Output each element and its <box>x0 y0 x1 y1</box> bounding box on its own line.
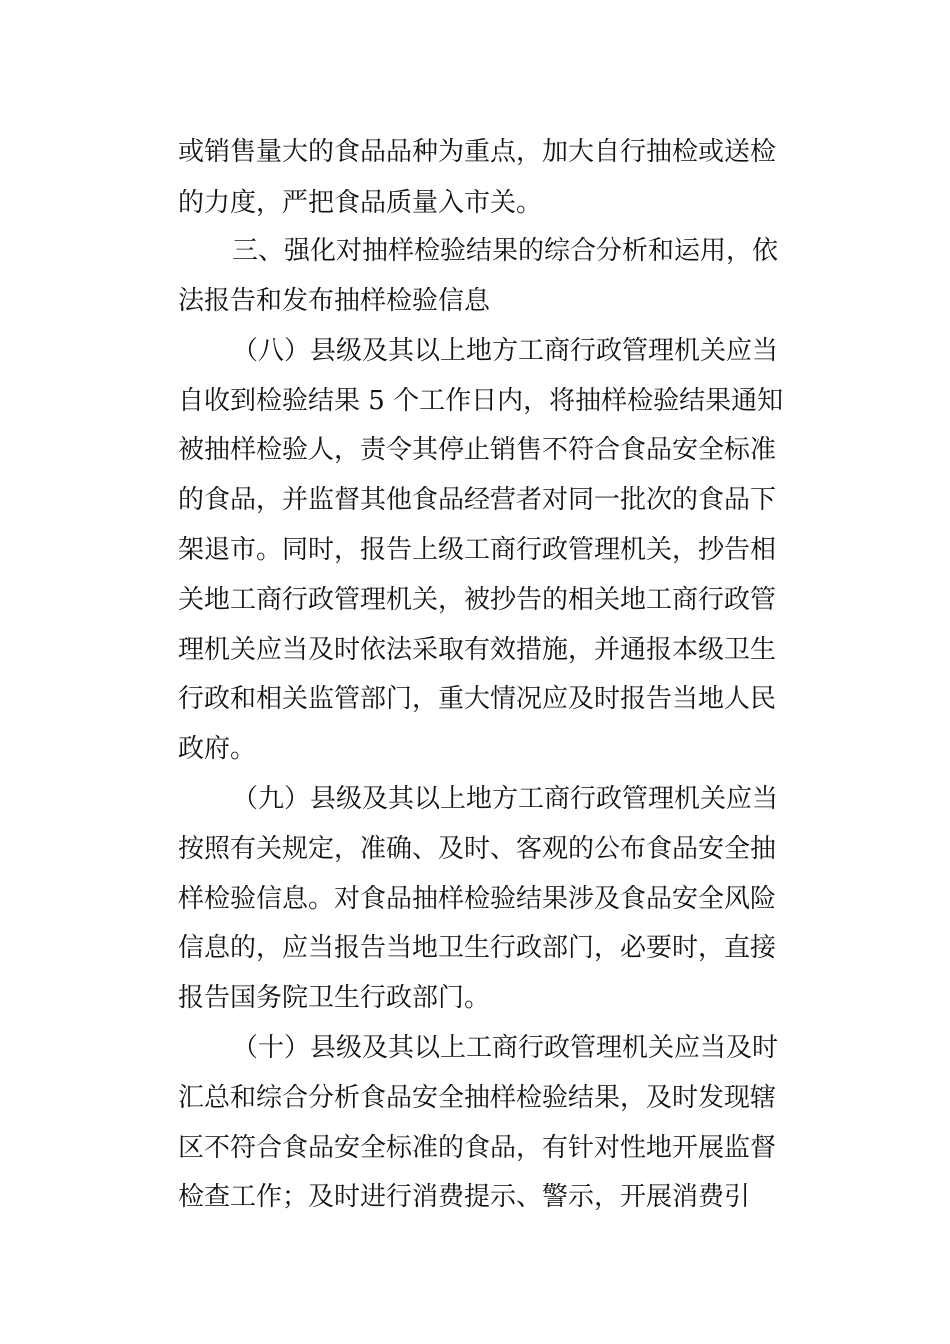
text-line: 按照有关规定，准确、及时、客观的公布食品安全抽 <box>178 834 777 864</box>
text-line: 的力度，严把食品质量入市关。 <box>178 188 543 218</box>
text-line: 区不符合食品安全标准的食品，有针对性地开展监督 <box>178 1133 777 1163</box>
text-line: 被抽样检验人，责令其停止销售不符合食品安全标准 <box>178 435 777 465</box>
text-line: 政府。 <box>178 734 257 764</box>
text-line: （九）县级及其以上地方工商行政管理机关应当 <box>232 784 779 814</box>
text-line: （八）县级及其以上地方工商行政管理机关应当 <box>232 336 779 366</box>
text-line: 行政和相关监管部门，重大情况应及时报告当地人民 <box>178 684 777 714</box>
text-line: 或销售量大的食品品种为重点，加大自行抽检或送检 <box>178 137 777 167</box>
text-line: 理机关应当及时依法采取有效措施，并通报本级卫生 <box>178 635 777 665</box>
section-heading-line: 法报告和发布抽样检验信息 <box>178 286 491 316</box>
text-line: 检查工作；及时进行消费提示、警示，开展消费引 <box>178 1182 751 1212</box>
section-heading-line: 三、强化对抽样检验结果的综合分析和运用，依 <box>232 236 779 266</box>
text-line: 信息的，应当报告当地卫生行政部门，必要时，直接 <box>178 933 777 963</box>
text-line: 汇总和综合分析食品安全抽样检验结果，及时发现辖 <box>178 1083 777 1113</box>
text-line: （十）县级及其以上工商行政管理机关应当及时 <box>232 1033 779 1063</box>
text-line: 关地工商行政管理机关，被抄告的相关地工商行政管 <box>178 585 777 615</box>
text-line: 样检验信息。对食品抽样检验结果涉及食品安全风险 <box>178 884 777 914</box>
text-line: 架退市。同时，报告上级工商行政管理机关，抄告相 <box>178 535 777 565</box>
text-line: 的食品，并监督其他食品经营者对同一批次的食品下 <box>178 485 777 515</box>
text-line: 自收到检验结果 5 个工作日内，将抽样检验结果通知 <box>178 386 784 416</box>
text-line: 报告国务院卫生行政部门。 <box>178 983 491 1013</box>
